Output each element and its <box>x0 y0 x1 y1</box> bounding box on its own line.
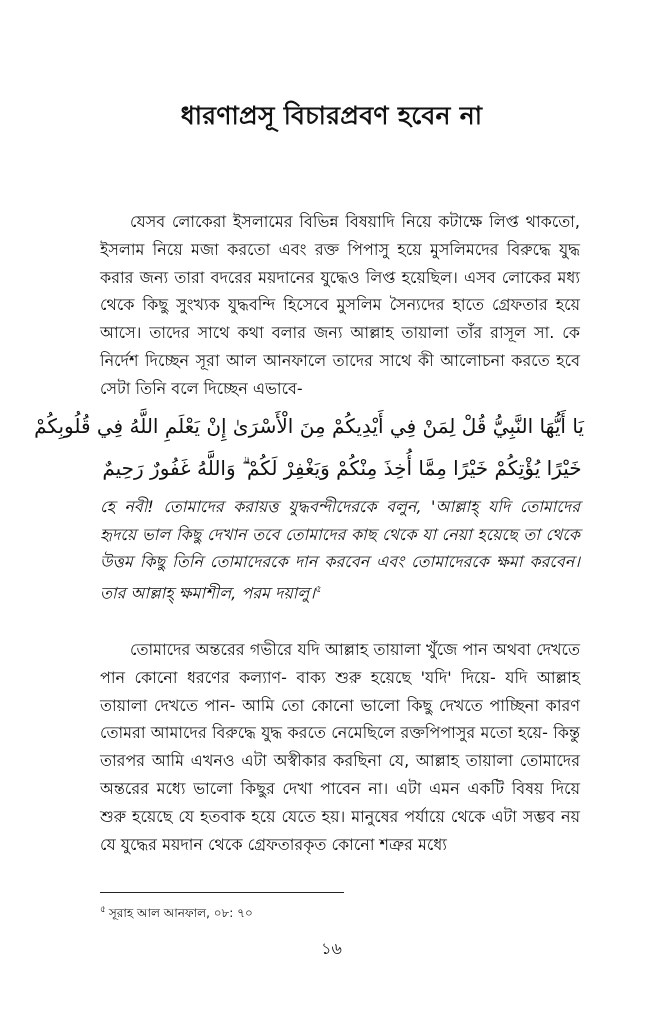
chapter-title: ধারণাপ্রসূ বিচারপ্রবণ হবেন না <box>180 101 483 130</box>
body-paragraph-2: তোমাদের অন্তরের গভীরে যদি আল্লাহ তায়ালা খুঁজে পান অথবা দেখতে পান কোনো ধরণের কল্যাণ- বাক্য শুরু হয়েছে 'যদি' দিয়ে- যদি আল্লাহ তায়ালা দেখতে পান- আমি তো কোনো ভালো কিছু দেখতে পাচ্ছিনা কারণ তোমরা আমাদের বিরুদ্ধে যুদ্ধ করতে নেমেছিলে রক্তপিপাসুর মতো হয়ে- কিন্তু তারপর আমি এখনও এটা অস্বীকার করছিনা যে, আল্লাহ তায়ালা তোমাদের অন্তরের মধ্যে ভালো কিছুর দেখা পাবেন না। এটা এমন একটি বিষয় দিয়ে শুরু হয়েছে যে হতবাক হয়ে যেতে হয়। মানুষের পর্যায়ে থেকে এটা সম্ভব নয় যে যুদ্ধের ময়দান থেকে গ্রেফতারকৃত কোনো শত্রুর মধ্যে <box>100 640 580 854</box>
footnote <box>100 902 253 925</box>
footnote-marker: ৫ <box>100 905 106 915</box>
footnote-divider <box>100 892 344 893</box>
footnote-text: সূরাহ আল আনফাল, ০৮: ৭০ <box>108 906 253 920</box>
page-number: ১৬ <box>321 939 342 958</box>
footnote-reference: ৫ <box>315 583 322 595</box>
arabic-verse-line-2: خَيْرًا يُؤْتِكُمْ خَيْرًا مِمَّا أُخِذَ مِنْكُمْ وَيَغْفِرْ لَكُمْ ۗ وَاللَّهُ غَفُورٌ رَحِيمٌ <box>102 456 582 480</box>
translation-text: হে নবী! তোমাদের করায়ত্ত যুদ্ধবন্দীদেরকে বলুন, 'আল্লাহ্ যদি তোমাদের হৃদয়ে ভাল কিছু দেখান তবে তোমাদের কাছ থেকে যা নেয়া হয়েছে তা থেকে উত্তম কিছু তিনি তোমাদেরকে দান করবেন এবং তোমাদেরকে ক্ষমা করবেন। তার আল্লাহ্ ক্ষমাশীল, পরম দয়ালু। <box>100 497 580 603</box>
verse-translation <box>100 493 580 607</box>
body-paragraph-1: যেসব লোকেরা ইসলামের বিভিন্ন বিষয়াদি নিয়ে কটাক্ষে লিপ্ত থাকতো, ইসলাম নিয়ে মজা করতো এবং রক্ত পিপাসু হয়ে মুসলিমদের বিরুদ্ধে যুদ্ধ করার জন্য তারা বদরের ময়দানের যুদ্ধেও লিপ্ত হয়েছিল। এসব লোকের মধ্য থেকে কিছু সুংখ্যক যুদ্ধবন্দি হিসেবে মুসলিম সৈন্যদের হাতে গ্রেফতার হয়ে আসে। তাদের সাথে কথা বলার জন্য আল্লাহ তায়ালা তাঁর রাসূল সা. কে নির্দেশ দিচ্ছেন সূরা আল আনফালে তাদের সাথে কী আলোচনা করতে হবে সেটা তিনি বলে দিচ্ছেন এভাবে- <box>100 212 580 398</box>
arabic-verse-line-1: يَا أَيُّهَا النَّبِيُّ قُلْ لِمَنْ فِي أَيْدِيكُمْ مِنَ الْأَسْرَىٰ إِنْ يَعْلَمِ اللَّهُ فِي قُلُوبِكُمْ <box>34 414 584 438</box>
